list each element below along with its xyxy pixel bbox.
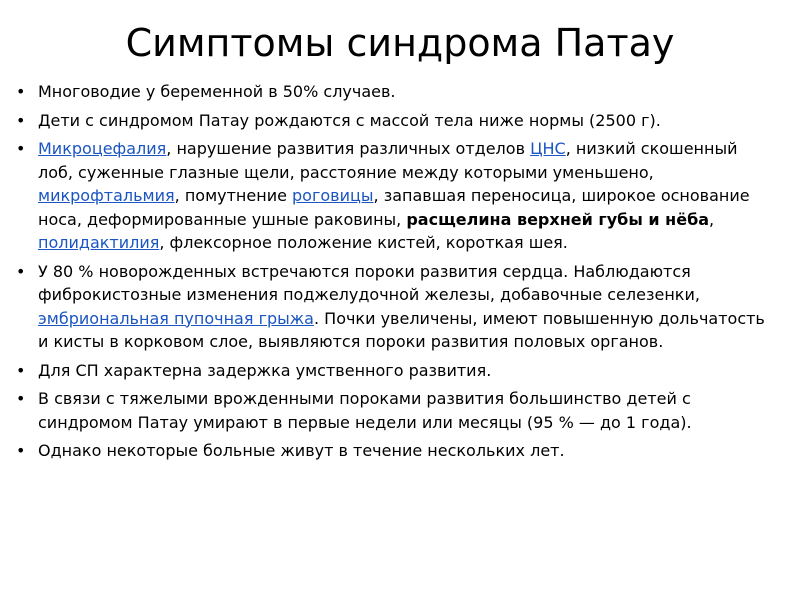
- bullet-dot-icon: •: [16, 82, 26, 101]
- bullet-text: Дети с синдромом Патау рождаются с массой тела ниже нормы (2500 г).: [38, 110, 661, 130]
- bullet-dot-icon: •: [16, 441, 26, 460]
- bullet-item: [14, 387, 766, 434]
- bullet-text: ,: [709, 209, 715, 229]
- bullet-text: , запавшая переносица, широкое основание носа, деформированные ушные раковины,: [38, 186, 750, 229]
- bullet-dot-icon: •: [16, 139, 26, 158]
- term-link[interactable]: эмбриональная пупочная грыжа: [38, 308, 314, 328]
- bullet-dot-icon: •: [16, 261, 26, 281]
- bullet-dot-icon: •: [16, 389, 26, 408]
- term-link[interactable]: роговицы: [292, 186, 374, 205]
- bullet-text: Однако некоторые больные живут в течение нескольких лет.: [38, 441, 565, 460]
- term-link[interactable]: Микроцефалия: [38, 139, 167, 158]
- bullet-text: , низкий скошенный лоб, суженные глазные щели, расстояние между которыми уменьшено,: [38, 139, 738, 182]
- bullet-list: [14, 80, 766, 468]
- bullet-text: Для СП характерна задержка умственного развития.: [38, 360, 492, 380]
- bullet-text: , нарушение развития различных отделов: [166, 139, 531, 158]
- term-link[interactable]: микрофтальмия: [38, 186, 175, 205]
- term-link[interactable]: ЦНС: [530, 139, 566, 158]
- bullet-item: [14, 109, 766, 133]
- bullet-text: Многоводие у беременной в 50% случаев.: [38, 82, 396, 101]
- bullet-text: В связи с тяжелыми врожденными пороками развития большинство детей с синдромом Патау умирают в первые недели или месяцы (95 % — до 1 года).: [38, 389, 692, 432]
- bullet-text: , флексорное положение кистей, короткая шея.: [159, 233, 568, 252]
- bullet-text: . Почки увеличены, имеют повышенную дольчатость и кисты в корковом слое, выявляются пороки развития половых органов.: [38, 308, 765, 351]
- term-link[interactable]: полидактилия: [38, 233, 160, 252]
- bullet-text: У 80 % новорожденных встречаются пороки развития сердца. Наблюдаются фиброкистозные изменения поджелудочной железы, добавочные селезенки,: [38, 261, 700, 304]
- bullet-item: [14, 260, 766, 354]
- bullet-item: [14, 80, 766, 104]
- bullet-item: [14, 439, 766, 463]
- bullet-dot-icon: •: [16, 110, 26, 130]
- bullet-item: [14, 137, 766, 255]
- bullet-text: , помутнение: [174, 186, 293, 205]
- bullet-dot-icon: •: [16, 360, 26, 380]
- slide-title: Симптомы синдрома Патау: [125, 21, 675, 65]
- bullet-item: [14, 359, 766, 383]
- bold-text: расщелина верхней губы и нёба: [406, 209, 710, 229]
